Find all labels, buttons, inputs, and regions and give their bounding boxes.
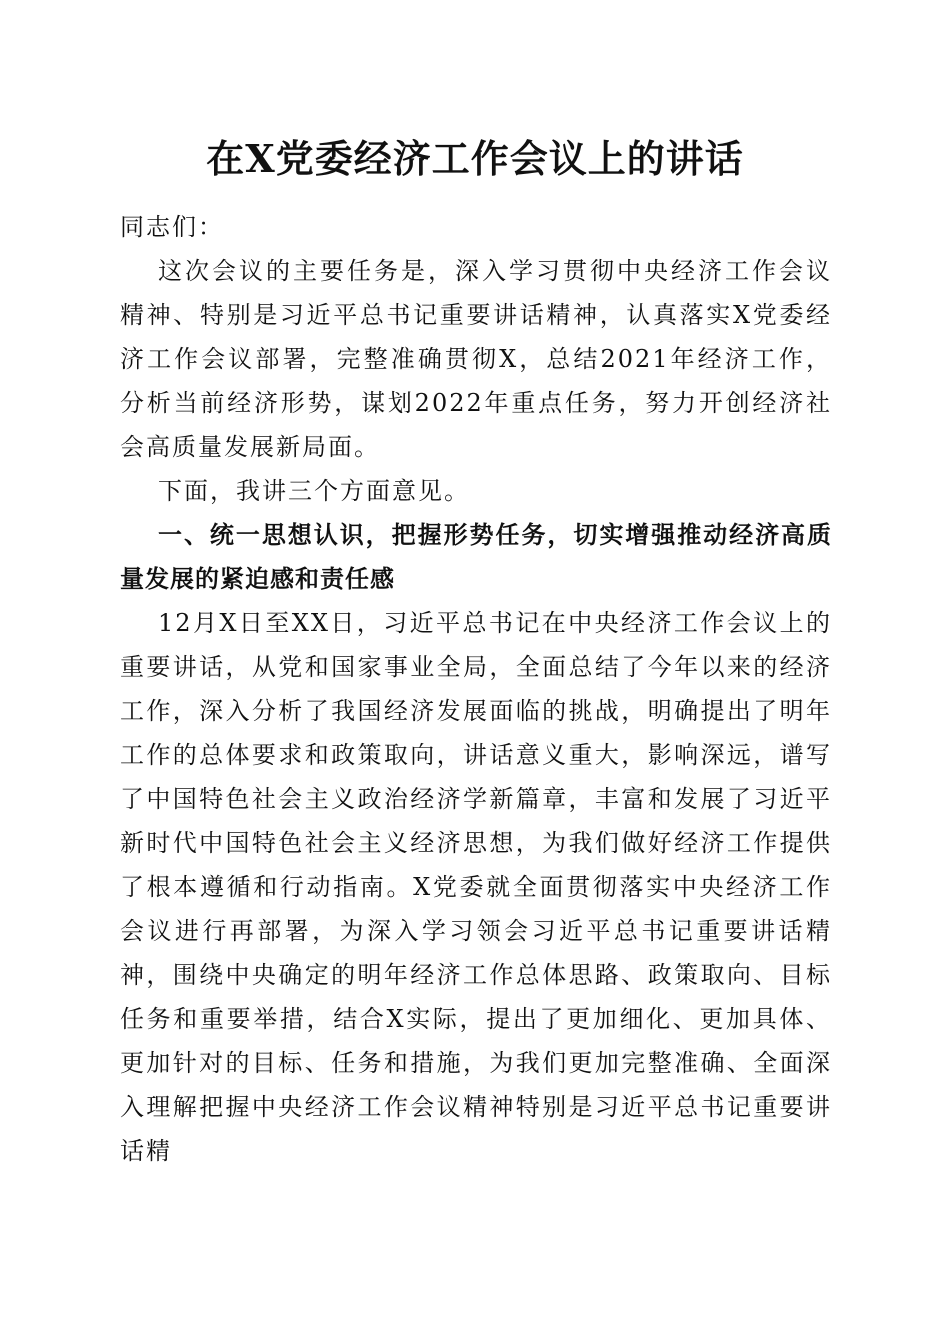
salutation: 同志们： — [120, 213, 224, 241]
intro-paragraph: 这次会议的主要任务是，深入学习贯彻中央经济工作会议精神、特别是习近平总书记重要讲话精神，认真落实X党委经济工作会议部署，完整准确贯彻X，总结2021年经济工作，分析当前经济形势，谋划2022年重点任务，努力开创经济社会高质量发展新局面。 — [120, 257, 832, 461]
outline-paragraph: 下面，我讲三个方面意见。 — [158, 477, 470, 505]
section-heading: 一、统一思想认识，把握形势任务，切实增强推动经济高质量发展的紧迫感和责任感 — [120, 521, 832, 593]
document-body — [120, 205, 832, 1173]
document-title: 在X党委经济工作会议上的讲话 — [206, 136, 744, 181]
section-paragraph: 12月X日至XX日，习近平总书记在中央经济工作会议上的重要讲话，从党和国家事业全局，全面总结了今年以来的经济工作，深入分析了我国经济发展面临的挑战，明确提出了明年工作的总体要求和政策取向，讲话意义重大，影响深远，谱写了中国特色社会主义政治经济学新篇章，丰富和发展了习近平新时代中国特色社会主义经济思想，为我们做好经济工作提供了根本遵循和行动指南。X党委就全面贯彻落实中央经济工作会议进行再部署，为深入学习领会习近平总书记重要讲话精神，围绕中央确定的明年经济工作总体思路、政策取向、目标任务和重要举措，结合X实际，提出了更加细化、更加具体、更加针对的目标、任务和措施，为我们更加完整准确、全面深入理解把握中央经济工作会议精神特别是习近平总书记重要讲话精 — [120, 609, 832, 1165]
